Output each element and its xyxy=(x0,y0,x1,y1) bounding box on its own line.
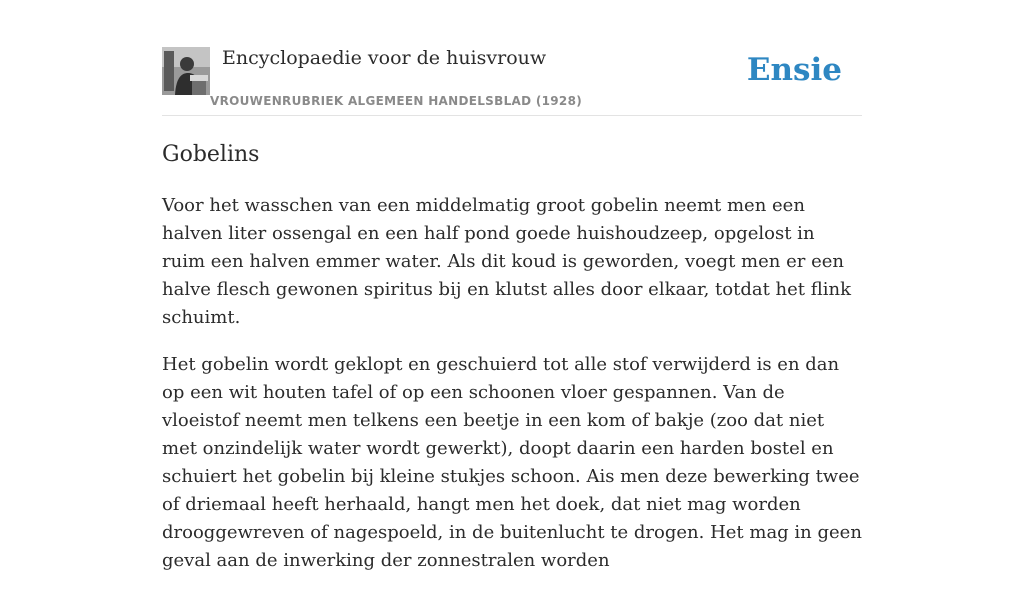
avatar-photo-icon xyxy=(162,47,210,95)
source-title[interactable]: Encyclopaedie voor de huisvrouw xyxy=(222,47,547,69)
entry-title: Gobelins xyxy=(162,142,260,167)
entry-paragraph: Voor het wasschen van een middelmatig groot gobelin neemt men een halven liter ossengal en een half pond goede huishoudzeep, opgelost in ruim een halven emmer water. Als dit koud is geworden, voegt men er een halve flesch gewonen spiritus bij en klutst alles door elkaar, totdat het flink schuimt. xyxy=(162,195,851,328)
article-container xyxy=(162,0,862,571)
entry-paragraph: Het gobelin wordt geklopt en geschuierd tot alle stof verwijderd is en dan op een wit houten tafel of op een schoonen vloer gespannen. Van de vloeistof neemt men telkens een beetje in een kom of bakje (zoo dat niet met onzindelijk water wordt gewerkt), doopt daarin een harden bostel en schuiert het gobelin bij kleine stukjes schoon. Ais men deze bewerking twee of driemaal heeft herhaald, hangt men het doek, dat niet mag worden drooggewreven of nagespoeld, in de buitenlucht te drogen. Het mag in geen geval aan de inwerking der zonnestralen worden xyxy=(162,354,862,571)
avatar[interactable] xyxy=(162,47,210,95)
ensie-logo[interactable]: Ensie xyxy=(746,52,842,88)
entry-body xyxy=(162,192,862,594)
source-subtitle: VROUWENRUBRIEK ALGEMEEN HANDELSBLAD (1928) xyxy=(210,94,583,108)
source-header xyxy=(162,0,862,116)
